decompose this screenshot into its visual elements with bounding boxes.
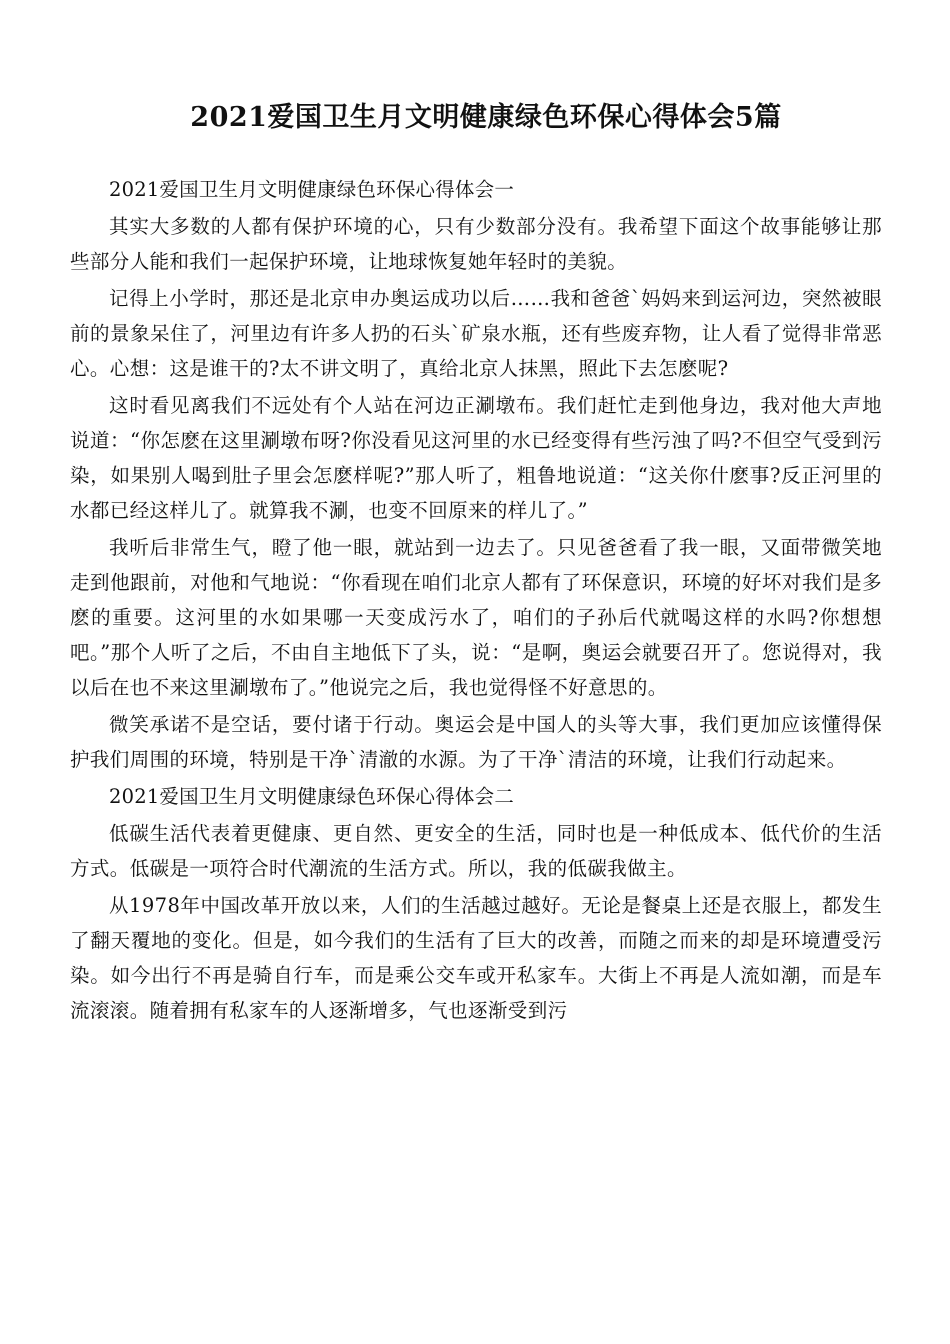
section-heading-2: 2021爱国卫生月文明健康绿色环保心得体会二 <box>109 785 515 808</box>
paragraph: 其实大多数的人都有保护环境的心，只有少数部分没有。我希望下面这个故事能够让那些部分人能和我们一起保护环境，让地球恢复她年轻时的美貌。 <box>70 215 882 273</box>
paragraph: 微笑承诺不是空话，要付诸于行动。奥运会是中国人的头等大事，我们更加应该懂得保护我们周围的环境，特别是干净`清澈的水源。为了干净`清洁的环境，让我们行动起来。 <box>70 713 882 771</box>
paragraph: 从1978年中国改革开放以来，人们的生活越过越好。无论是餐桌上还是衣服上，都发生了翻天覆地的变化。但是，如今我们的生活有了巨大的改善，而随之而来的却是环境遭受污染。如今出行不再是骑自行车，而是乘公交车或开私家车。大街上不再是人流如潮，而是车流滚滚。随着拥有私家车的人逐渐增多，气也逐渐受到污 <box>70 894 882 1022</box>
document-page <box>70 96 882 1030</box>
paragraph: 我听后非常生气，瞪了他一眼，就站到一边去了。只见爸爸看了我一眼，又面带微笑地走到他跟前，对他和气地说：“你看现在咱们北京人都有了环保意识，环境的好坏对我们是多麽的重要。这河里的水如果哪一天变成污水了，咱们的子孙后代就喝这样的水吗?你想想吧。”那个人听了之后，不由自主地低下了头，说：“是啊，奥运会就要召开了。您说得对，我以后在也不来这里涮墩布了。”他说完之后，我也觉得怪不好意思的。 <box>70 536 882 699</box>
document-title: 2021爱国卫生月文明健康绿色环保心得体会5篇 <box>190 102 782 133</box>
paragraph: 记得上小学时，那还是北京申办奥运成功以后……我和爸爸`妈妈来到运河边，突然被眼前的景象呆住了，河里边有许多人扔的石头`矿泉水瓶，还有些废弃物，让人看了觉得非常恶心。心想：这是谁干的?太不讲文明了，真给北京人抹黑，照此下去怎麽呢? <box>70 287 882 380</box>
paragraph: 这时看见离我们不远处有个人站在河边正涮墩布。我们赶忙走到他身边，我对他大声地说道：“你怎麽在这里涮墩布呀?你没看见这河里的水已经变得有些污浊了吗?不但空气受到污染，如果别人喝到肚子里会怎麽样呢?”那人听了，粗鲁地说道：“这关你什麽事?反正河里的水都已经这样儿了。就算我不涮，也变不回原来的样儿了。” <box>70 394 882 522</box>
section-heading-1: 2021爱国卫生月文明健康绿色环保心得体会一 <box>109 178 515 201</box>
paragraph: 低碳生活代表着更健康、更自然、更安全的生活，同时也是一种低成本、低代价的生活方式。低碳是一项符合时代潮流的生活方式。所以，我的低碳我做主。 <box>70 822 882 880</box>
